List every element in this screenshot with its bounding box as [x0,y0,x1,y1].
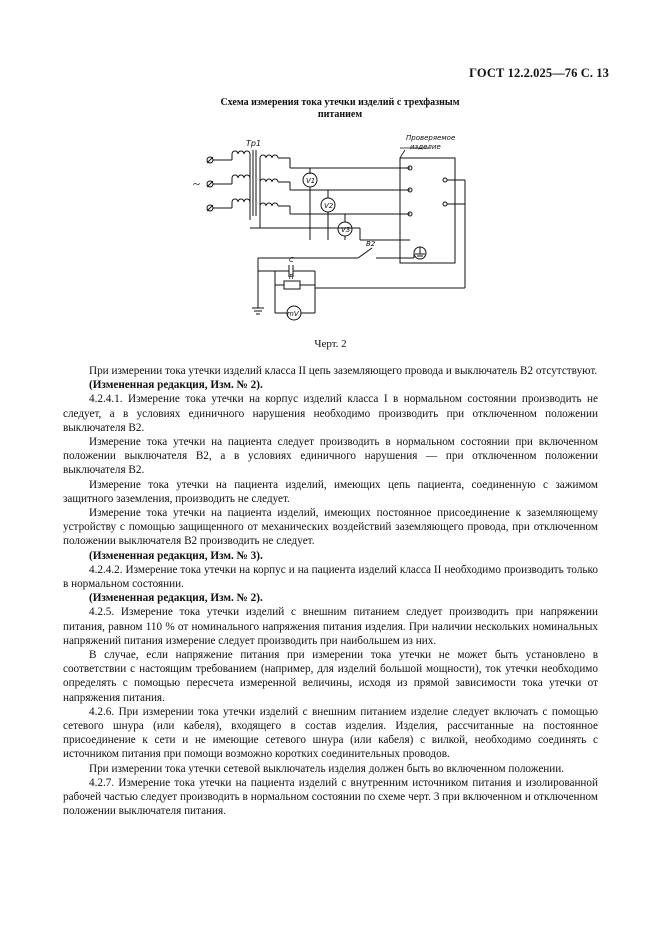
transformer-label: Тр1 [246,139,262,148]
figure-caption: Черт. 2 [314,338,347,350]
figure-title [190,97,490,121]
circuit-diagram [190,128,490,338]
phase-lines [250,158,410,240]
paragraph: При измерении тока утечки сетевой выключатель изделия должен быть во включенном положении. [89,762,565,775]
v1-label: V1 [306,177,316,185]
paragraph: В случае, если напряжение питания при измерении тока утечки не может быть установлено в соответствии с настоящим требованием (например, для изделий большой мощности), ток утечки необходимо определять с помощью пересчета измеренной величины, исходя из прямой зависимости тока утечки от напряжения питания. [63,649,598,704]
v2-label: V2 [324,202,334,210]
body-text [63,364,598,819]
amendment-note: (Измененная редакция, Изм. № 2). [89,379,263,392]
v3-label: V3 [341,226,351,234]
switch-b2 [258,248,414,258]
paragraph: 4.2.5. Измерение тока утечки изделий с внешним питанием следует производить при напряжении питания, равном 110 % от номинального напряжения питания изделия. При наличии нескольких номинальных напряжений питания измерение следует производить при наибольшем из них. [63,606,598,647]
amendment-note: (Измененная редакция, Изм. № 2). [89,592,263,605]
device-under-test [400,158,465,288]
ac-symbol: ~ [193,176,201,191]
c-label: C [289,256,294,264]
b2-label: B2 [366,240,376,248]
paragraph: Измерение тока утечки на пациента изделий, имеющих цепь пациента, соединенную с зажимом защитного заземления, производить не следует. [63,478,598,505]
transformer [232,150,290,228]
amendment-note: (Измененная редакция, Изм. № 3). [89,549,263,562]
paragraph: Измерение тока утечки на пациента следует производить в нормальном состоянии при включенном положении выключателя B2, а в условиях единичного нарушения — при отключенном положении выключателя B2. [63,436,598,477]
paragraph: Измерение тока утечки на пациента изделий, имеющих постоянное присоединение к заземляющему устройству с помощью защищенного от механических воздействий заземляющего провода, при отключенном положении выключателя B2 производить не следует. [63,507,598,548]
ground-symbol [252,303,264,314]
paragraph: 4.2.4.2. Измерение тока утечки на корпус и на пациента изделий класса II необходимо производить только в нормальном состоянии. [63,563,598,591]
device-label-line2: изделие [410,143,441,151]
paragraph: 4.2.7. Измерение тока утечки на пациента изделий с внутренним источником питания и изолированной рабочей частью следует производить в нормальном состоянии по схеме черт. 3 при включенном и отключенном положении выключателя питания. [63,776,598,818]
paragraph: 4.2.4.1. Измерение тока утечки на корпус изделий класса I в нормальном состоянии производить не следует, а в условиях единичного нарушения необходимо производить при отключенном положении выключателя B2. [63,393,598,434]
figure-title-line2: питанием [317,109,363,120]
input-terminals [207,157,232,211]
page-header: ГОСТ 12.2.025—76 С. 13 [469,66,609,80]
r-label: R [289,273,294,281]
paragraph: При измерении тока утечки изделий класса II цепь заземляющего провода и выключатель B2 отсутствуют. [89,365,598,377]
voltmeter-v2 [321,190,335,240]
figure-title-line1: Схема измерения тока утечки изделий с трехфазным [220,97,460,108]
mv-label: mV [287,310,299,318]
paragraph: 4.2.6. При измерении тока утечки изделий с внешним питанием изделие следует включать с помощью сетевого шнура (или кабеля), входящего в состав изделия. Изделия, рассчитанные на постоянное присоединение к сети и не имеющие сетевого шнура (или кабеля) с вилкой, необходимо соединять с источником питания при помощи возможно коротких соединительных проводов. [63,705,598,761]
device-label-line1: Проверяемое [406,134,456,142]
